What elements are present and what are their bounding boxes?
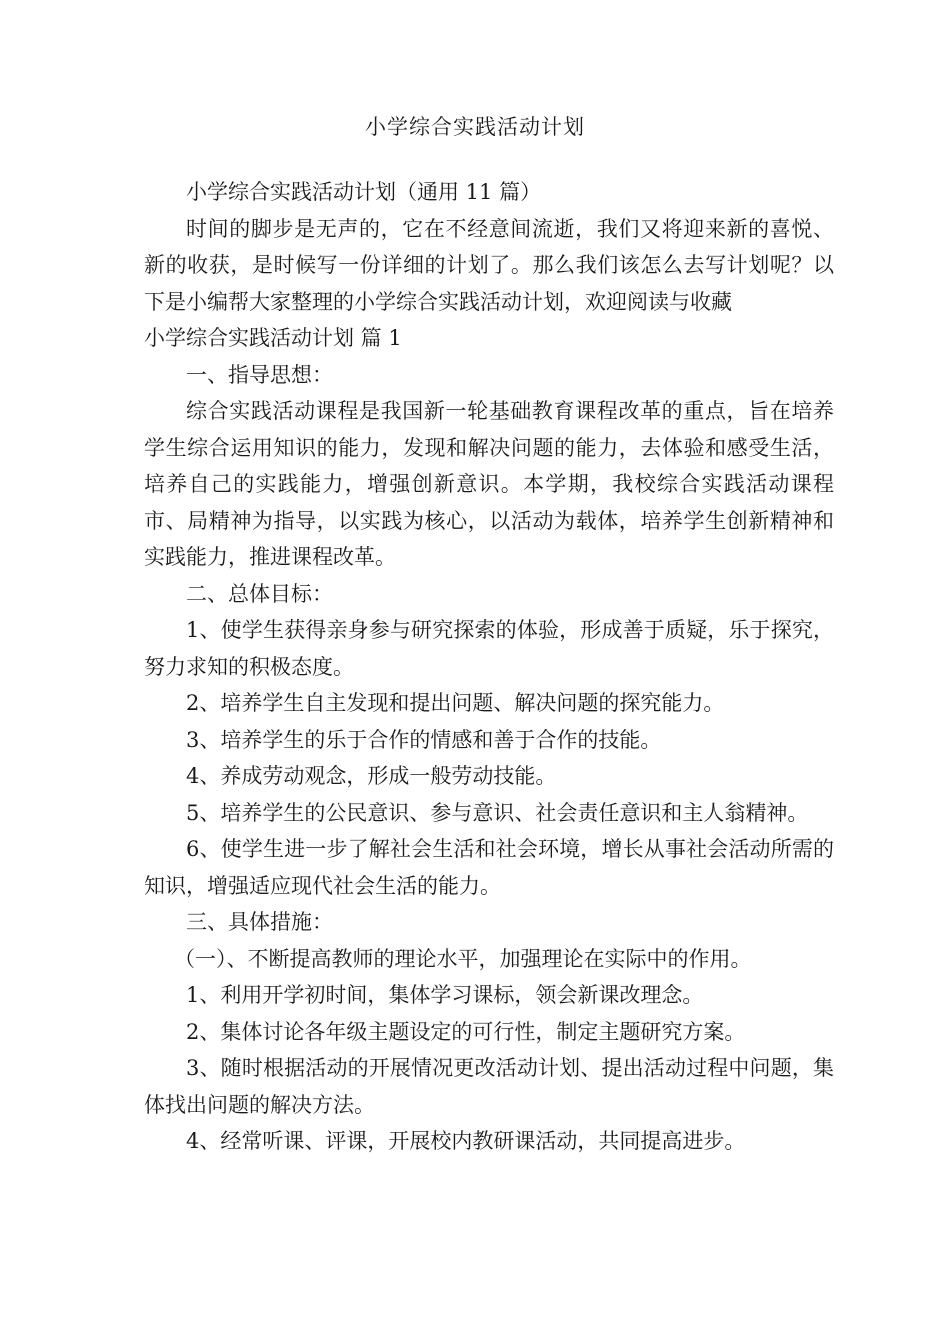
measure-item: 4、经常听课、评课，开展校内教研课活动，共同提高进步。	[186, 1129, 746, 1153]
measure-subheading: （一）、不断提高教师的理论水平，加强理论在实际中的作用。	[174, 946, 752, 971]
measure-item: 2、集体讨论各年级主题设定的可行性，制定主题研究方案。	[186, 1019, 746, 1044]
goal-item: 6、使学生进一步了解社会生活和社会环境，增长从事社会活动所需的知识，增强适应现代社会生活的能力。	[144, 837, 834, 898]
document-body	[144, 174, 834, 1160]
part3-heading: 三、具体措施：	[186, 910, 333, 934]
part2-heading: 二、总体目标：	[186, 581, 333, 606]
goal-item: 1、使学生获得亲身参与研究探索的体验，形成善于质疑，乐于探究，努力求知的积极态度。	[144, 618, 834, 679]
goal-item: 2、培养学生自主发现和提出问题、解决问题的探究能力。	[186, 691, 725, 715]
document-title: 小学综合实践活动计划	[365, 115, 585, 139]
part1-heading: 一、指导思想：	[186, 362, 333, 387]
document-subtitle: 小学综合实践活动计划（通用 11 篇）	[186, 180, 542, 204]
measure-item: 3、随时根据活动的开展情况更改活动计划、提出活动过程中问题，集体找出问题的解决方法。	[144, 1056, 834, 1117]
goal-item: 5、培养学生的公民意识、参与意识、社会责任意识和主人翁精神。	[186, 800, 809, 825]
measure-item: 1、利用开学初时间，集体学习课标，领会新课改理念。	[186, 983, 704, 1007]
goal-item: 3、培养学生的乐于合作的情感和善于合作的技能。	[186, 727, 662, 752]
part1-paragraph: 综合实践活动课程是我国新一轮基础教育课程改革的重点，旨在培养学生综合运用知识的能力，发现和解决问题的能力，去体验和感受生活，培养自己的实践能力，增强创新意识。本学期，我校综合实践活动课程市、局精神为指导，以实践为核心，以活动为载体，培养学生创新精神和实践能力，推进课程改革。	[144, 399, 834, 569]
goal-item: 4、养成劳动观念，形成一般劳动技能。	[186, 764, 557, 788]
intro-paragraph: 时间的脚步是无声的，它在不经意间流逝，我们又将迎来新的喜悦、新的收获，是时候写一份详细的计划了。那么我们该怎么去写计划呢？以下是小编帮大家整理的小学综合实践活动计划，欢迎阅读与收藏	[144, 216, 834, 314]
section-heading: 小学综合实践活动计划 篇 1	[144, 326, 402, 350]
